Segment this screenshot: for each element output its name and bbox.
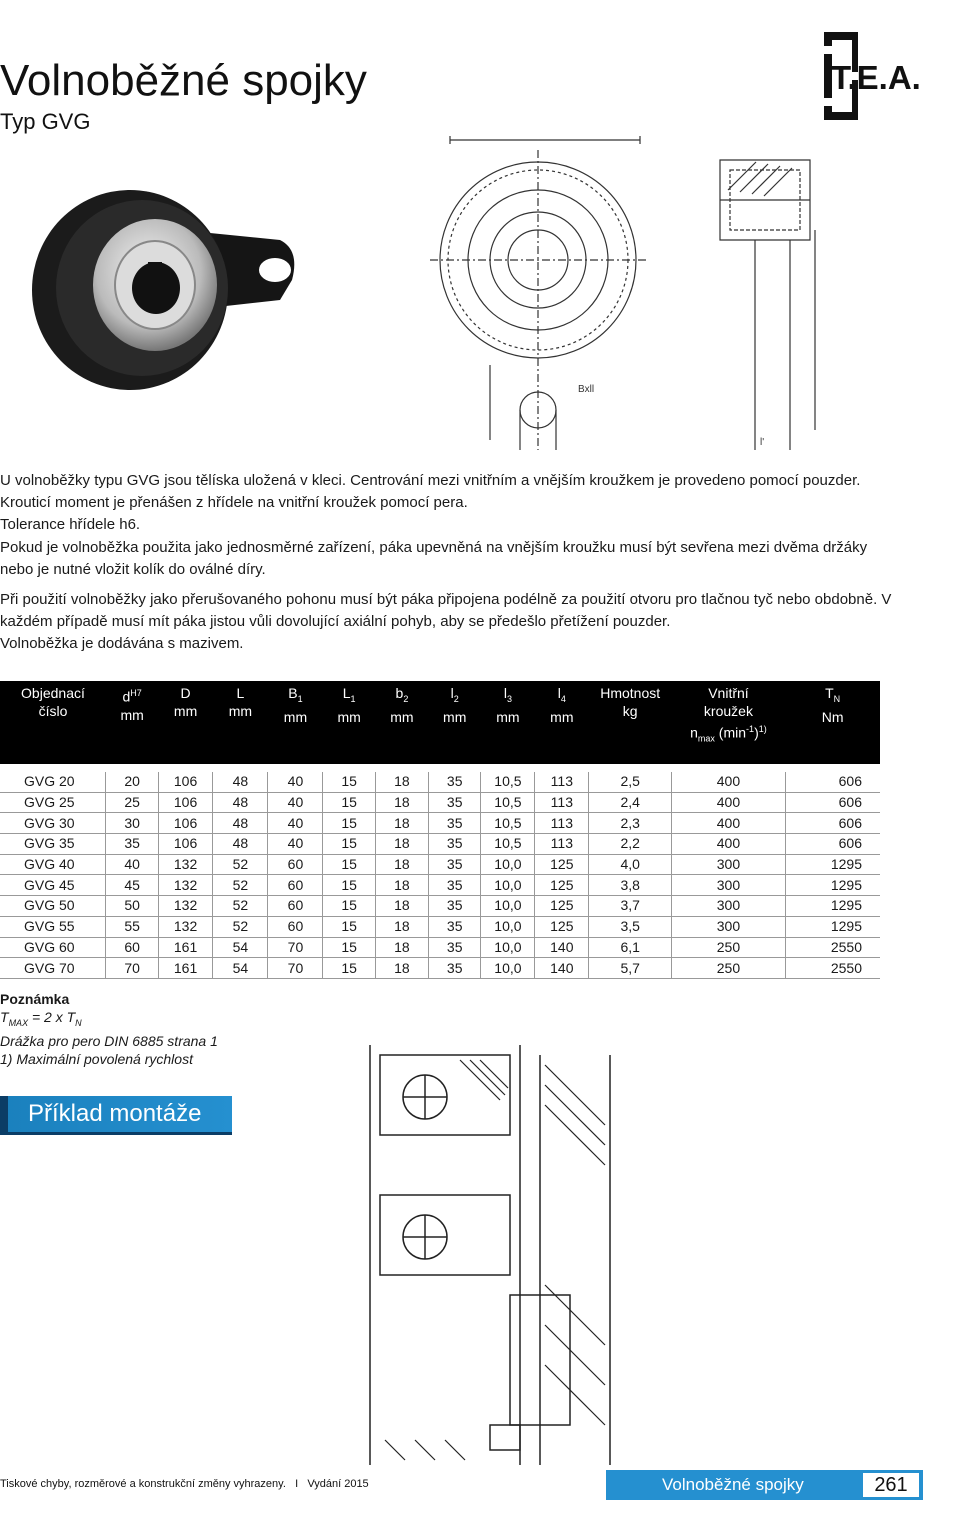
description-paragraph: U volnoběžky typu GVG jsou tělíska uložená v kleci. Centrování mezi vnitřním a vnějším kroužkem je provedeno pomocí pouzder. — [0, 472, 861, 489]
table-cell: 35 — [429, 792, 481, 813]
col-header-order-number: Objednací číslo — [0, 681, 106, 768]
table-cell: 300 — [672, 854, 786, 875]
table-cell: 606 — [785, 834, 880, 855]
table-cell: 10,5 — [481, 792, 535, 813]
table-cell: 2,2 — [589, 834, 672, 855]
description — [0, 470, 900, 656]
table-cell: 300 — [672, 916, 786, 937]
table-cell: 54 — [213, 937, 268, 958]
page-subtitle: Typ GVG — [0, 109, 91, 134]
table-cell: 40 — [268, 768, 323, 792]
description-paragraph: Krouticí moment je přenášen z hřídele na vnitřní kroužek pomocí pera. — [0, 494, 468, 512]
table-cell: GVG 60 — [0, 937, 106, 958]
table-cell: 1295 — [785, 854, 880, 875]
table-cell: 35 — [429, 916, 481, 937]
banner-label: Příklad montáže — [28, 1100, 202, 1127]
table-cell: 20 — [106, 768, 158, 792]
table-cell: 106 — [158, 834, 213, 855]
table-cell: 52 — [213, 854, 268, 875]
table-cell: 300 — [672, 896, 786, 917]
table-cell: 54 — [213, 958, 268, 979]
table-cell: 15 — [323, 896, 375, 917]
table-cell: GVG 25 — [0, 792, 106, 813]
note-keyway: Drážka pro pero DIN 6885 strana 1 — [0, 1032, 218, 1049]
table-cell: 52 — [213, 875, 268, 896]
table-row — [0, 854, 880, 875]
table-cell: 35 — [429, 875, 481, 896]
table-cell: 10,0 — [481, 916, 535, 937]
table-cell: 60 — [268, 875, 323, 896]
table-cell: 5,7 — [589, 958, 672, 979]
table-cell: 40 — [106, 854, 158, 875]
table-cell: 15 — [323, 854, 375, 875]
footer-band — [606, 1470, 923, 1500]
table-cell: GVG 40 — [0, 854, 106, 875]
svg-text:Bxll: Bxll — [578, 384, 595, 395]
table-cell: 3,5 — [589, 916, 672, 937]
table-cell: 15 — [323, 768, 375, 792]
table-cell: 2,5 — [589, 768, 672, 792]
product-photo — [30, 170, 310, 390]
table-cell: 606 — [785, 768, 880, 792]
footer-disclaimer: Tiskové chyby, rozměrové a konstrukční změny vyhrazeny. I Vydání 2015 — [0, 1478, 369, 1490]
description-paragraph: Volnoběžka je dodávána s mazivem. — [0, 635, 244, 653]
technical-drawing-mounting — [330, 1045, 620, 1475]
table-cell: 40 — [268, 834, 323, 855]
table-cell: 400 — [672, 768, 786, 792]
table-cell: 140 — [535, 937, 589, 958]
table-cell: 400 — [672, 792, 786, 813]
table-cell: 125 — [535, 875, 589, 896]
table-cell: 18 — [375, 813, 428, 834]
table-cell: 15 — [323, 937, 375, 958]
table-cell: GVG 50 — [0, 896, 106, 917]
table-row — [0, 896, 880, 917]
table-cell: GVG 55 — [0, 916, 106, 937]
table-cell: 10,0 — [481, 875, 535, 896]
table-row — [0, 875, 880, 896]
table-cell: 140 — [535, 958, 589, 979]
table-cell: 10,5 — [481, 834, 535, 855]
table-body — [0, 768, 880, 978]
table-cell: 250 — [672, 958, 786, 979]
table-row — [0, 768, 880, 792]
table-cell: 52 — [213, 896, 268, 917]
table-cell: 35 — [429, 958, 481, 979]
page-title: Volnoběžné spojky — [0, 56, 367, 105]
table-cell: 18 — [375, 937, 428, 958]
table-row — [0, 958, 880, 979]
table-cell: 18 — [375, 875, 428, 896]
note — [0, 990, 218, 1068]
table-cell: 400 — [672, 813, 786, 834]
table-cell: 48 — [213, 768, 268, 792]
description-paragraph: Tolerance hřídele h6. — [0, 516, 141, 534]
table-cell: 3,7 — [589, 896, 672, 917]
table-cell: 35 — [429, 896, 481, 917]
table-cell: 35 — [106, 834, 158, 855]
table-row — [0, 916, 880, 937]
table-cell: 2550 — [785, 958, 880, 979]
specification-table — [0, 681, 880, 979]
table-cell: 35 — [429, 768, 481, 792]
table-cell: 48 — [213, 834, 268, 855]
table-cell: 161 — [158, 937, 213, 958]
note-heading: Poznámka — [0, 991, 70, 1007]
table-cell: 18 — [375, 958, 428, 979]
table-cell: 30 — [106, 813, 158, 834]
table-cell: GVG 70 — [0, 958, 106, 979]
table-cell: GVG 45 — [0, 875, 106, 896]
table-cell: 10,0 — [481, 958, 535, 979]
table-cell: 132 — [158, 896, 213, 917]
table-cell: GVG 30 — [0, 813, 106, 834]
col-header-torque: $T_N$ Nm — [785, 681, 880, 768]
table-cell: 161 — [158, 958, 213, 979]
table-cell: 606 — [785, 792, 880, 813]
table-cell: 10,0 — [481, 937, 535, 958]
table-row — [0, 813, 880, 834]
description-paragraph: Pokud je volnoběžka použita jako jednosměrné zařízení, páka upevněná na vnějším kroužku musí být sevřena mezi dvěma držáky nebo je nutné vložit kolík do oválné díry. — [0, 538, 868, 578]
logo-text: T.E.A. — [831, 59, 921, 96]
table-cell: 18 — [375, 834, 428, 855]
table-header — [0, 681, 880, 768]
table-cell: GVG 35 — [0, 834, 106, 855]
table-cell: 106 — [158, 813, 213, 834]
table-cell: 113 — [535, 834, 589, 855]
table-cell: 52 — [213, 916, 268, 937]
table-cell: 113 — [535, 813, 589, 834]
table-cell: 4,0 — [589, 854, 672, 875]
table-cell: 106 — [158, 792, 213, 813]
col-header-B1: $B_1$ mm — [268, 681, 323, 768]
note-tmax: $T_{MAX} = 2$ x $T_N$ — [0, 1009, 82, 1028]
table-cell: 3,8 — [589, 875, 672, 896]
col-header-D: D mm — [158, 681, 213, 768]
table-cell: 60 — [268, 916, 323, 937]
table-cell: 15 — [323, 813, 375, 834]
col-header-l4: $l_4$ mm — [535, 681, 589, 768]
table-cell: 2,3 — [589, 813, 672, 834]
table-cell: 132 — [158, 875, 213, 896]
table-cell: 15 — [323, 916, 375, 937]
col-header-L1: $L_1$ mm — [323, 681, 375, 768]
table-cell: 35 — [429, 937, 481, 958]
table-cell: 15 — [323, 834, 375, 855]
footer-section-name: Volnoběžné spojky — [662, 1475, 804, 1494]
col-header-L: L mm — [213, 681, 268, 768]
table-cell: 55 — [106, 916, 158, 937]
table-cell: 1295 — [785, 916, 880, 937]
table-cell: 10,0 — [481, 854, 535, 875]
table-row — [0, 937, 880, 958]
table-row — [0, 792, 880, 813]
table-cell: 40 — [268, 813, 323, 834]
table-cell: 10,0 — [481, 896, 535, 917]
table-cell: 35 — [429, 834, 481, 855]
technical-drawing-top — [410, 130, 830, 460]
table-cell: 18 — [375, 768, 428, 792]
table-cell: 18 — [375, 792, 428, 813]
table-cell: 60 — [268, 896, 323, 917]
table-cell: 40 — [268, 792, 323, 813]
table-cell: 400 — [672, 834, 786, 855]
table-cell: 250 — [672, 937, 786, 958]
page-number: 261 — [863, 1473, 919, 1497]
table-cell: 25 — [106, 792, 158, 813]
table-cell: 70 — [268, 958, 323, 979]
table-cell: 50 — [106, 896, 158, 917]
col-header-l2: $l_2$ mm — [429, 681, 481, 768]
table-cell: 113 — [535, 768, 589, 792]
tea-logo — [822, 32, 932, 120]
table-cell: 10,5 — [481, 813, 535, 834]
table-cell: 1295 — [785, 875, 880, 896]
table-cell: 60 — [106, 937, 158, 958]
table-cell: 15 — [323, 792, 375, 813]
table-cell: GVG 20 — [0, 768, 106, 792]
table-cell: 35 — [429, 854, 481, 875]
svg-text:l': l' — [760, 437, 765, 448]
table-cell: 18 — [375, 916, 428, 937]
table-cell: 606 — [785, 813, 880, 834]
table-cell: 60 — [268, 854, 323, 875]
table-cell: 132 — [158, 916, 213, 937]
table-cell: 125 — [535, 854, 589, 875]
table-cell: 35 — [429, 813, 481, 834]
note-max-speed: 1) Maximální povolená rychlost — [0, 1050, 193, 1067]
mounting-example-banner — [0, 1096, 232, 1135]
table-cell: 10,5 — [481, 768, 535, 792]
table-cell: 113 — [535, 792, 589, 813]
table-cell: 15 — [323, 958, 375, 979]
table-cell: 2,4 — [589, 792, 672, 813]
table-cell: 132 — [158, 854, 213, 875]
table-cell: 1295 — [785, 896, 880, 917]
col-header-b2: $b_2$ mm — [375, 681, 428, 768]
table-cell: 45 — [106, 875, 158, 896]
table-cell: 70 — [268, 937, 323, 958]
table-cell: 48 — [213, 813, 268, 834]
table-cell: 106 — [158, 768, 213, 792]
table-cell: 300 — [672, 875, 786, 896]
table-cell: 18 — [375, 896, 428, 917]
table-cell: 70 — [106, 958, 158, 979]
table-cell: 48 — [213, 792, 268, 813]
table-row — [0, 834, 880, 855]
table-cell: 2550 — [785, 937, 880, 958]
table-cell: 18 — [375, 854, 428, 875]
table-cell: 125 — [535, 896, 589, 917]
col-header-weight: Hmotnost kg — [589, 681, 672, 768]
col-header-l3: $l_3$ mm — [481, 681, 535, 768]
col-header-d: $d^{H7}$ mm — [106, 681, 158, 768]
table-cell: 125 — [535, 916, 589, 937]
table-cell: 6,1 — [589, 937, 672, 958]
table-cell: 15 — [323, 875, 375, 896]
description-paragraph: Při použití volnoběžky jako přerušovaného pohonu musí být páka připojena podélně za použití otvoru pro tlačnou tyč nebo obdobně. V každém případě musí mít páka jistou vůli dovolující axiální pohyb, aby se předešlo přetížení pouzder. — [0, 591, 892, 631]
col-header-inner-ring-speed: Vnitřní kroužek $n_{max}$ $(\min^{-1})^{1)}$ — [672, 681, 786, 768]
